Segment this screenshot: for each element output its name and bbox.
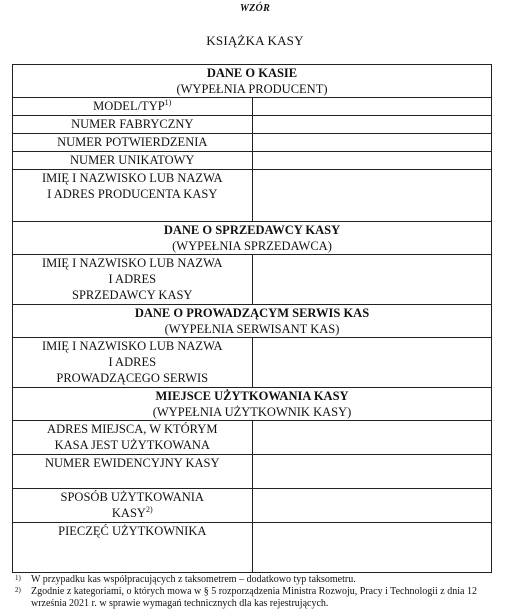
field-value-seller[interactable]: [252, 255, 492, 305]
section-header-usage-location: [13, 388, 492, 421]
section-header-seller-data: [13, 222, 492, 255]
section-subtitle: (WYPEŁNIA PRODUCENT): [176, 82, 328, 96]
field-label-unique-number: NUMER UNIKATOWY: [13, 152, 253, 170]
section-subtitle: (WYPEŁNIA SPRZEDAWCA): [172, 239, 332, 253]
section-header-service-data: [13, 305, 492, 338]
footnotes: [15, 574, 495, 610]
footnote-number: 2): [15, 586, 21, 594]
field-label-usage-address: ADRES MIEJSCA, W KTÓRYM KASA JEST UŻYTKOWANA: [13, 421, 253, 455]
field-label-usage-method: SPOSÓB UŻYTKOWANIA KASY$^{2)}$: [13, 489, 253, 523]
footnote-number: 1): [15, 574, 21, 582]
footnote-item: [15, 574, 495, 586]
document-title: KSIĄŻKA KASY: [206, 33, 304, 48]
field-label-serial-number: NUMER FABRYCZNY: [13, 116, 253, 134]
section-subtitle: (WYPEŁNIA UŻYTKOWNIK KASY): [152, 405, 352, 419]
section-header-register-data: [13, 65, 492, 98]
field-value-usage-address[interactable]: [252, 421, 492, 455]
footnote-text: Zgodnie z kategoriami, o których mowa w § 5 rozporządzenia Ministra Rozwoju, Pracy i Technologii z dnia 12 września 2021 r. w sprawie wymagań technicznych dla kas rejestrujących.: [31, 586, 477, 609]
footnote-text: W przypadku kas współpracujących z taksometrem – dodatkowo typ taksometru.: [31, 574, 356, 585]
field-value-registration-number[interactable]: [252, 455, 492, 489]
field-value-producer[interactable]: [252, 170, 492, 222]
field-value-confirmation-number[interactable]: [252, 134, 492, 152]
field-label-registration-number: NUMER EWIDENCYJNY KASY: [13, 455, 253, 489]
field-value-usage-method[interactable]: [252, 489, 492, 523]
footnote-item: [15, 586, 495, 610]
section-title: DANE O SPRZEDAWCY KASY: [163, 223, 341, 237]
field-value-serial-number[interactable]: [252, 116, 492, 134]
field-label-producer: IMIĘ I NAZWISKO LUB NAZWA I ADRES PRODUCENTA KASY: [13, 170, 253, 222]
field-value-service[interactable]: [252, 338, 492, 388]
footnote-ref: 1): [164, 98, 172, 107]
field-value-model-type[interactable]: [252, 98, 492, 116]
field-label-model-type: MODEL/TYP$^{1)}$: [13, 98, 253, 116]
field-value-user-stamp[interactable]: [252, 523, 492, 573]
field-label-user-stamp: PIECZĘĆ UŻYTKOWNIKA: [13, 523, 253, 573]
section-subtitle: (WYPEŁNIA SERWISANT KAS): [164, 322, 340, 336]
document-watermark-label: WZÓR: [239, 3, 271, 14]
footnote-ref: 2): [145, 505, 153, 514]
field-value-unique-number[interactable]: [252, 152, 492, 170]
field-label-confirmation-number: NUMER POTWIERDZENIA: [13, 134, 253, 152]
section-title: MIEJSCE UŻYTKOWANIA KASY: [155, 389, 349, 403]
register-book-form: [12, 64, 492, 573]
field-label-service: IMIĘ I NAZWISKO LUB NAZWA I ADRES PROWADZĄCEGO SERWIS: [13, 338, 253, 388]
section-title: DANE O PROWADZĄCYM SERWIS KAS: [134, 306, 370, 320]
section-title: DANE O KASIE: [206, 66, 298, 80]
field-label-seller: IMIĘ I NAZWISKO LUB NAZWA I ADRES SPRZEDAWCY KASY: [13, 255, 253, 305]
